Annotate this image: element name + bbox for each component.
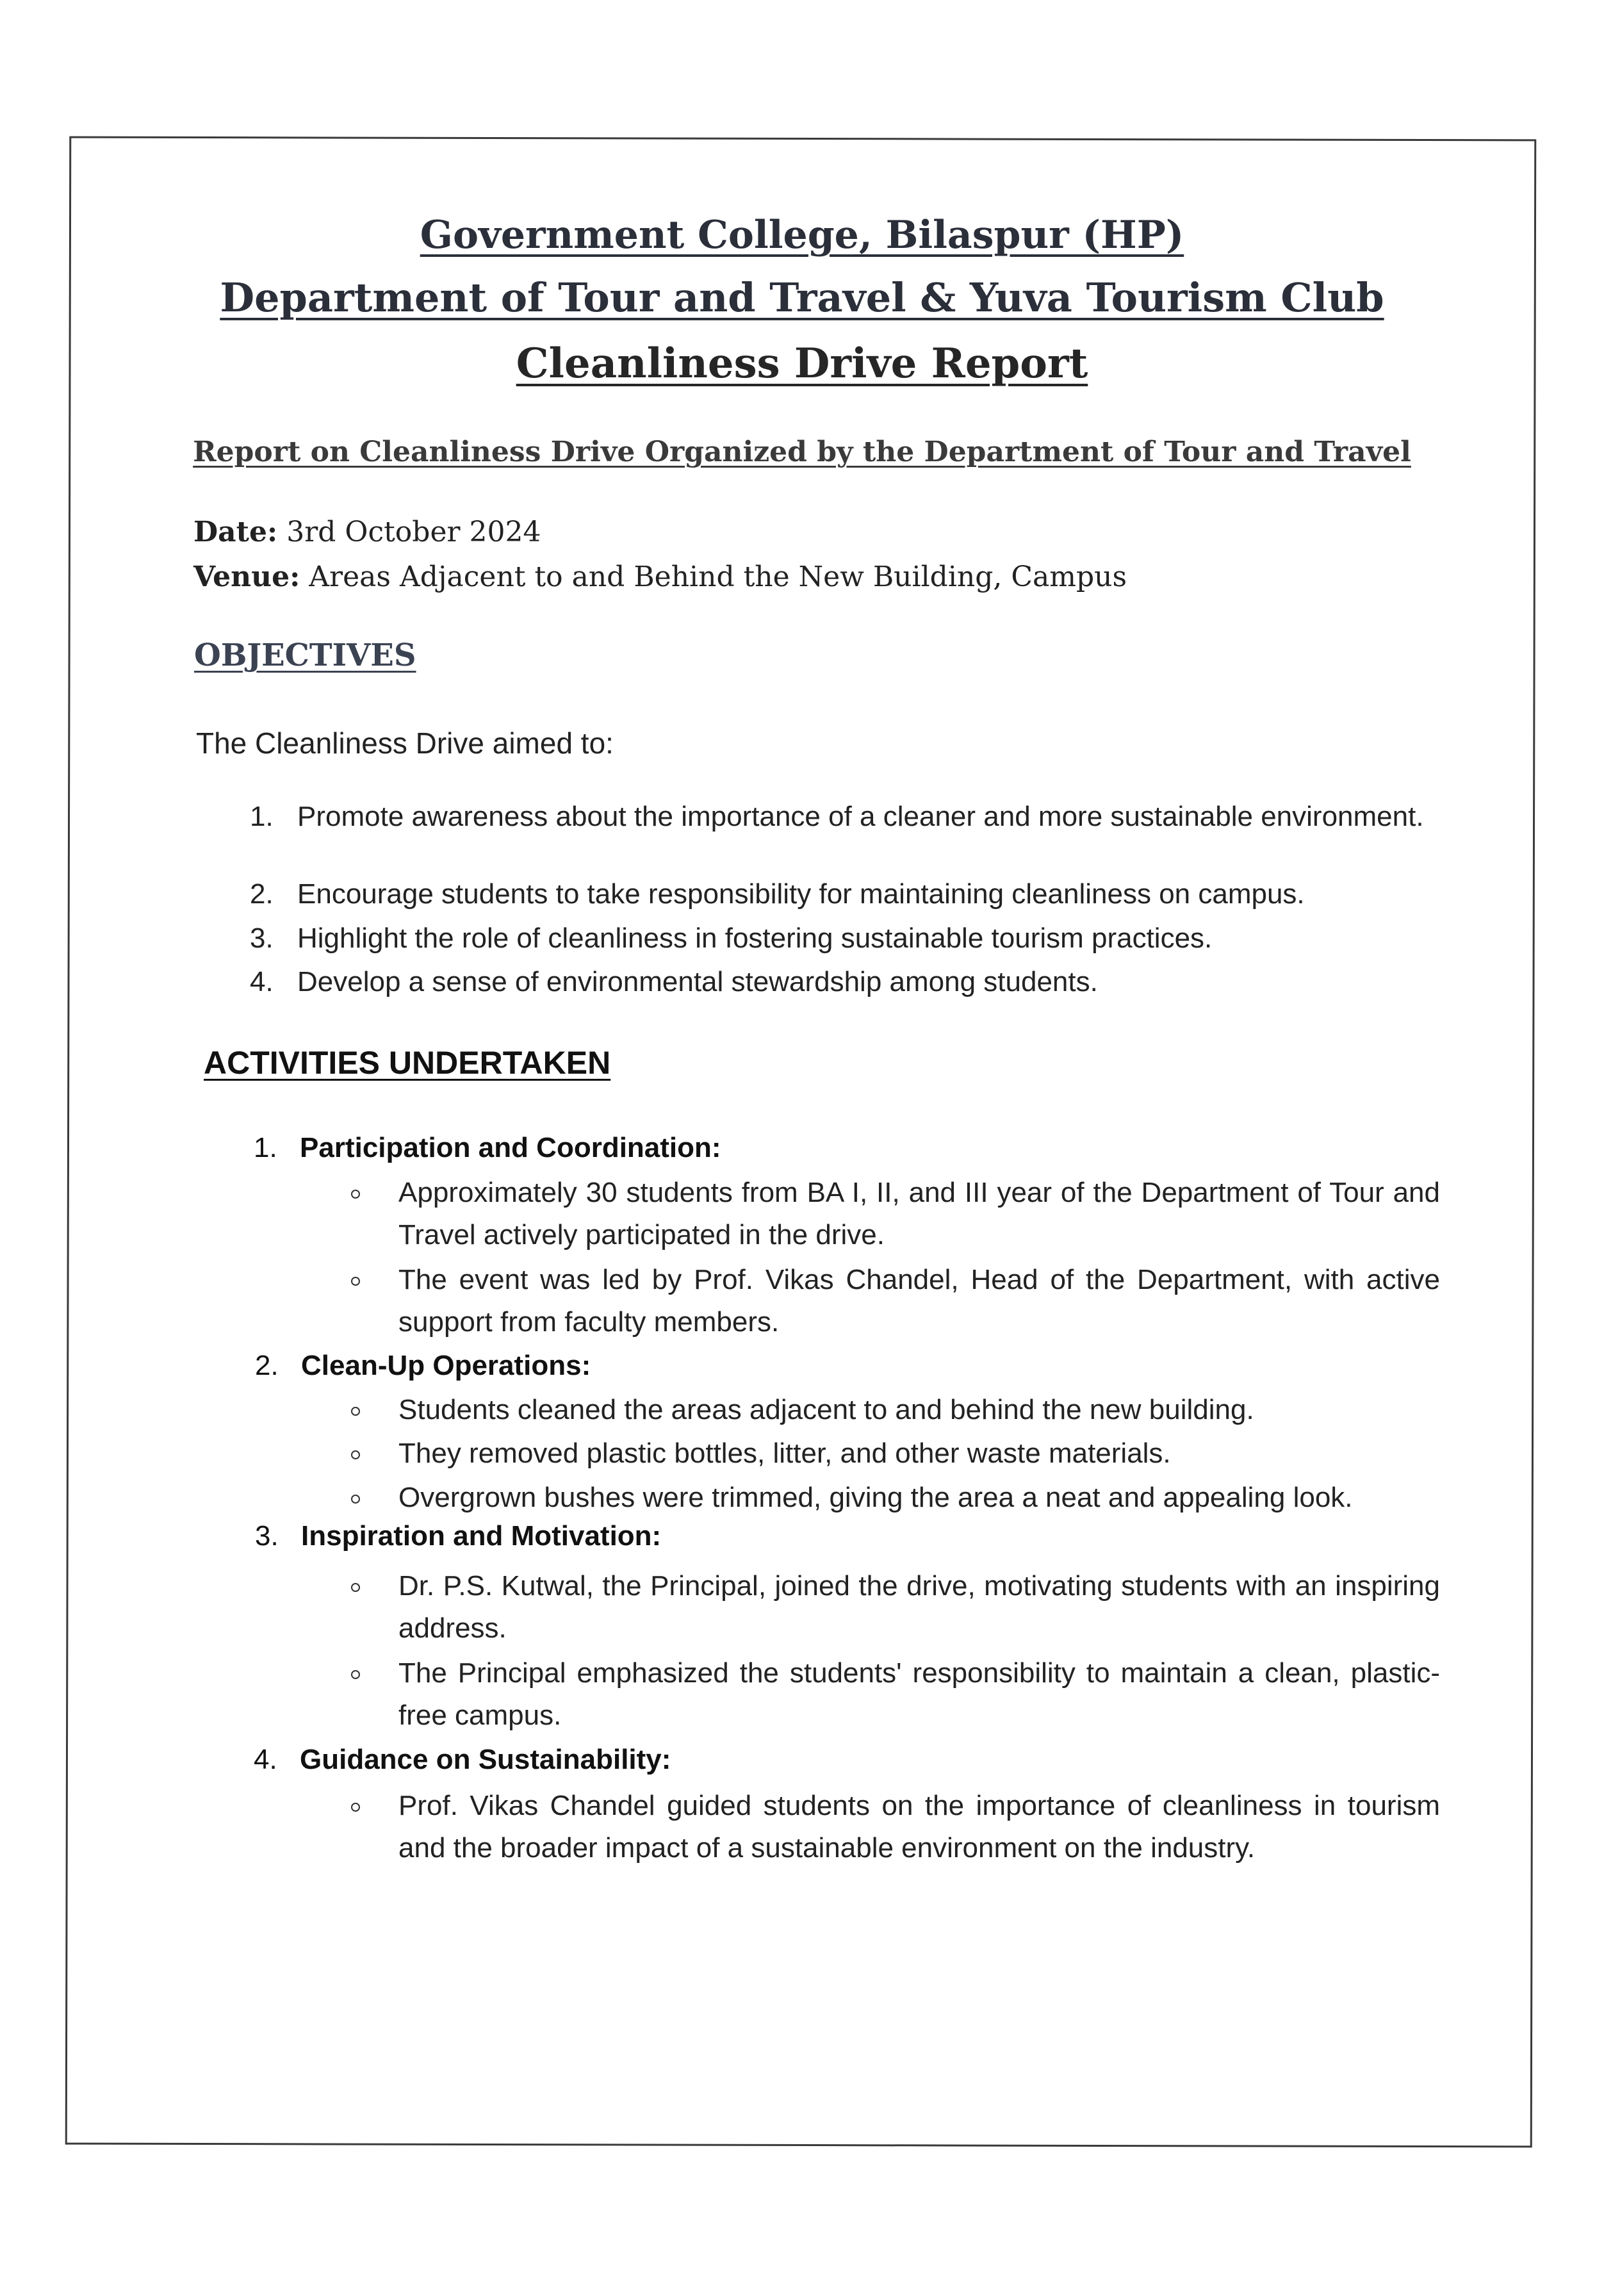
activity-title <box>254 1744 671 1776</box>
objective-item <box>250 877 1305 912</box>
activity-title <box>255 1350 591 1382</box>
activity-number: 2. <box>255 1350 279 1381</box>
bullet-circle-icon <box>351 1407 360 1416</box>
activity-number: 1. <box>254 1132 277 1163</box>
venue-label: Venue: <box>193 561 300 593</box>
bullet-text: They removed plastic bottles, litter, and other waste materials. <box>398 1438 1171 1469</box>
bullet-text: Dr. P.S. Kutwal, the Principal, joined the drive, motivating students with an inspiring address. <box>398 1570 1440 1644</box>
objective-text: Highlight the role of cleanliness in fostering sustainable tourism practices. <box>297 922 1213 954</box>
activity-number: 3. <box>255 1520 279 1552</box>
activity-bullet <box>351 1477 1440 1519</box>
report-subtitle: Report on Cleanliness Drive Organized by the Department of Tour and Travel <box>193 436 1411 468</box>
activity-title-text: Guidance on Sustainability: <box>300 1744 671 1775</box>
activity-title-text: Inspiration and Motivation: <box>301 1520 662 1552</box>
college-name: Government College, Bilaspur (HP) <box>420 213 1184 258</box>
bullet-text: Students cleaned the areas adjacent to and behind the new building. <box>398 1394 1254 1425</box>
bullet-circle-icon <box>351 1495 360 1504</box>
activity-bullet <box>351 1652 1440 1737</box>
activity-bullet <box>351 1389 1440 1431</box>
bullet-text: Prof. Vikas Chandel guided students on the importance of cleanliness in tourism and the broader impact of a sustainable environment on the industry. <box>398 1790 1440 1864</box>
bullet-circle-icon <box>351 1190 360 1199</box>
date-line <box>193 516 541 548</box>
date-value: 3rd October 2024 <box>277 516 541 548</box>
objectives-heading: OBJECTIVES <box>194 637 416 673</box>
objective-text: Develop a sense of environmental stewardship among students. <box>297 966 1098 997</box>
report-title: Cleanliness Drive Report <box>516 340 1088 388</box>
objective-number: 3. <box>250 922 274 954</box>
activity-title <box>254 1132 721 1164</box>
bullet-circle-icon <box>351 1583 360 1592</box>
department-name: Department of Tour and Travel & Yuva Tourism Club <box>220 274 1384 321</box>
bullet-text: Approximately 30 students from BA I, II, and III year of the Department of Tour and Travel actively participated in the drive. <box>398 1177 1440 1250</box>
activity-bullet <box>351 1785 1440 1869</box>
activity-title <box>255 1520 661 1552</box>
objective-number: 4. <box>250 966 274 997</box>
activities-heading: ACTIVITIES UNDERTAKEN <box>204 1045 611 1081</box>
bullet-circle-icon <box>351 1277 360 1286</box>
objectives-intro: The Cleanliness Drive aimed to: <box>196 726 614 760</box>
bullet-text: Overgrown bushes were trimmed, giving the area a neat and appealing look. <box>398 1482 1353 1513</box>
bullet-circle-icon <box>351 1670 360 1679</box>
bullet-circle-icon <box>351 1803 360 1812</box>
objective-text: Encourage students to take responsibility for maintaining cleanliness on campus. <box>297 878 1305 910</box>
bullet-circle-icon <box>351 1450 360 1459</box>
objective-text: Promote awareness about the importance of a cleaner and more sustainable environment. <box>297 801 1424 832</box>
activity-bullet <box>351 1432 1440 1475</box>
objective-number: 1. <box>250 801 274 832</box>
bullet-text: The Principal emphasized the students' responsibility to maintain a clean, plastic-free campus. <box>398 1657 1440 1731</box>
venue-value: Areas Adjacent to and Behind the New Building, Campus <box>300 561 1127 593</box>
activity-number: 4. <box>254 1744 277 1775</box>
objective-item <box>250 800 1426 834</box>
activity-bullet <box>351 1172 1440 1256</box>
activity-title-text: Clean-Up Operations: <box>301 1350 591 1381</box>
venue-line <box>193 561 1127 593</box>
activity-bullet <box>351 1259 1440 1343</box>
activity-title-text: Participation and Coordination: <box>300 1132 721 1163</box>
objective-number: 2. <box>250 878 274 910</box>
activity-bullet <box>351 1565 1440 1650</box>
objective-item <box>250 965 1098 999</box>
date-label: Date: <box>193 516 278 548</box>
objective-item <box>250 921 1212 956</box>
bullet-text: The event was led by Prof. Vikas Chandel, Head of the Department, with active support from faculty members. <box>398 1264 1440 1338</box>
